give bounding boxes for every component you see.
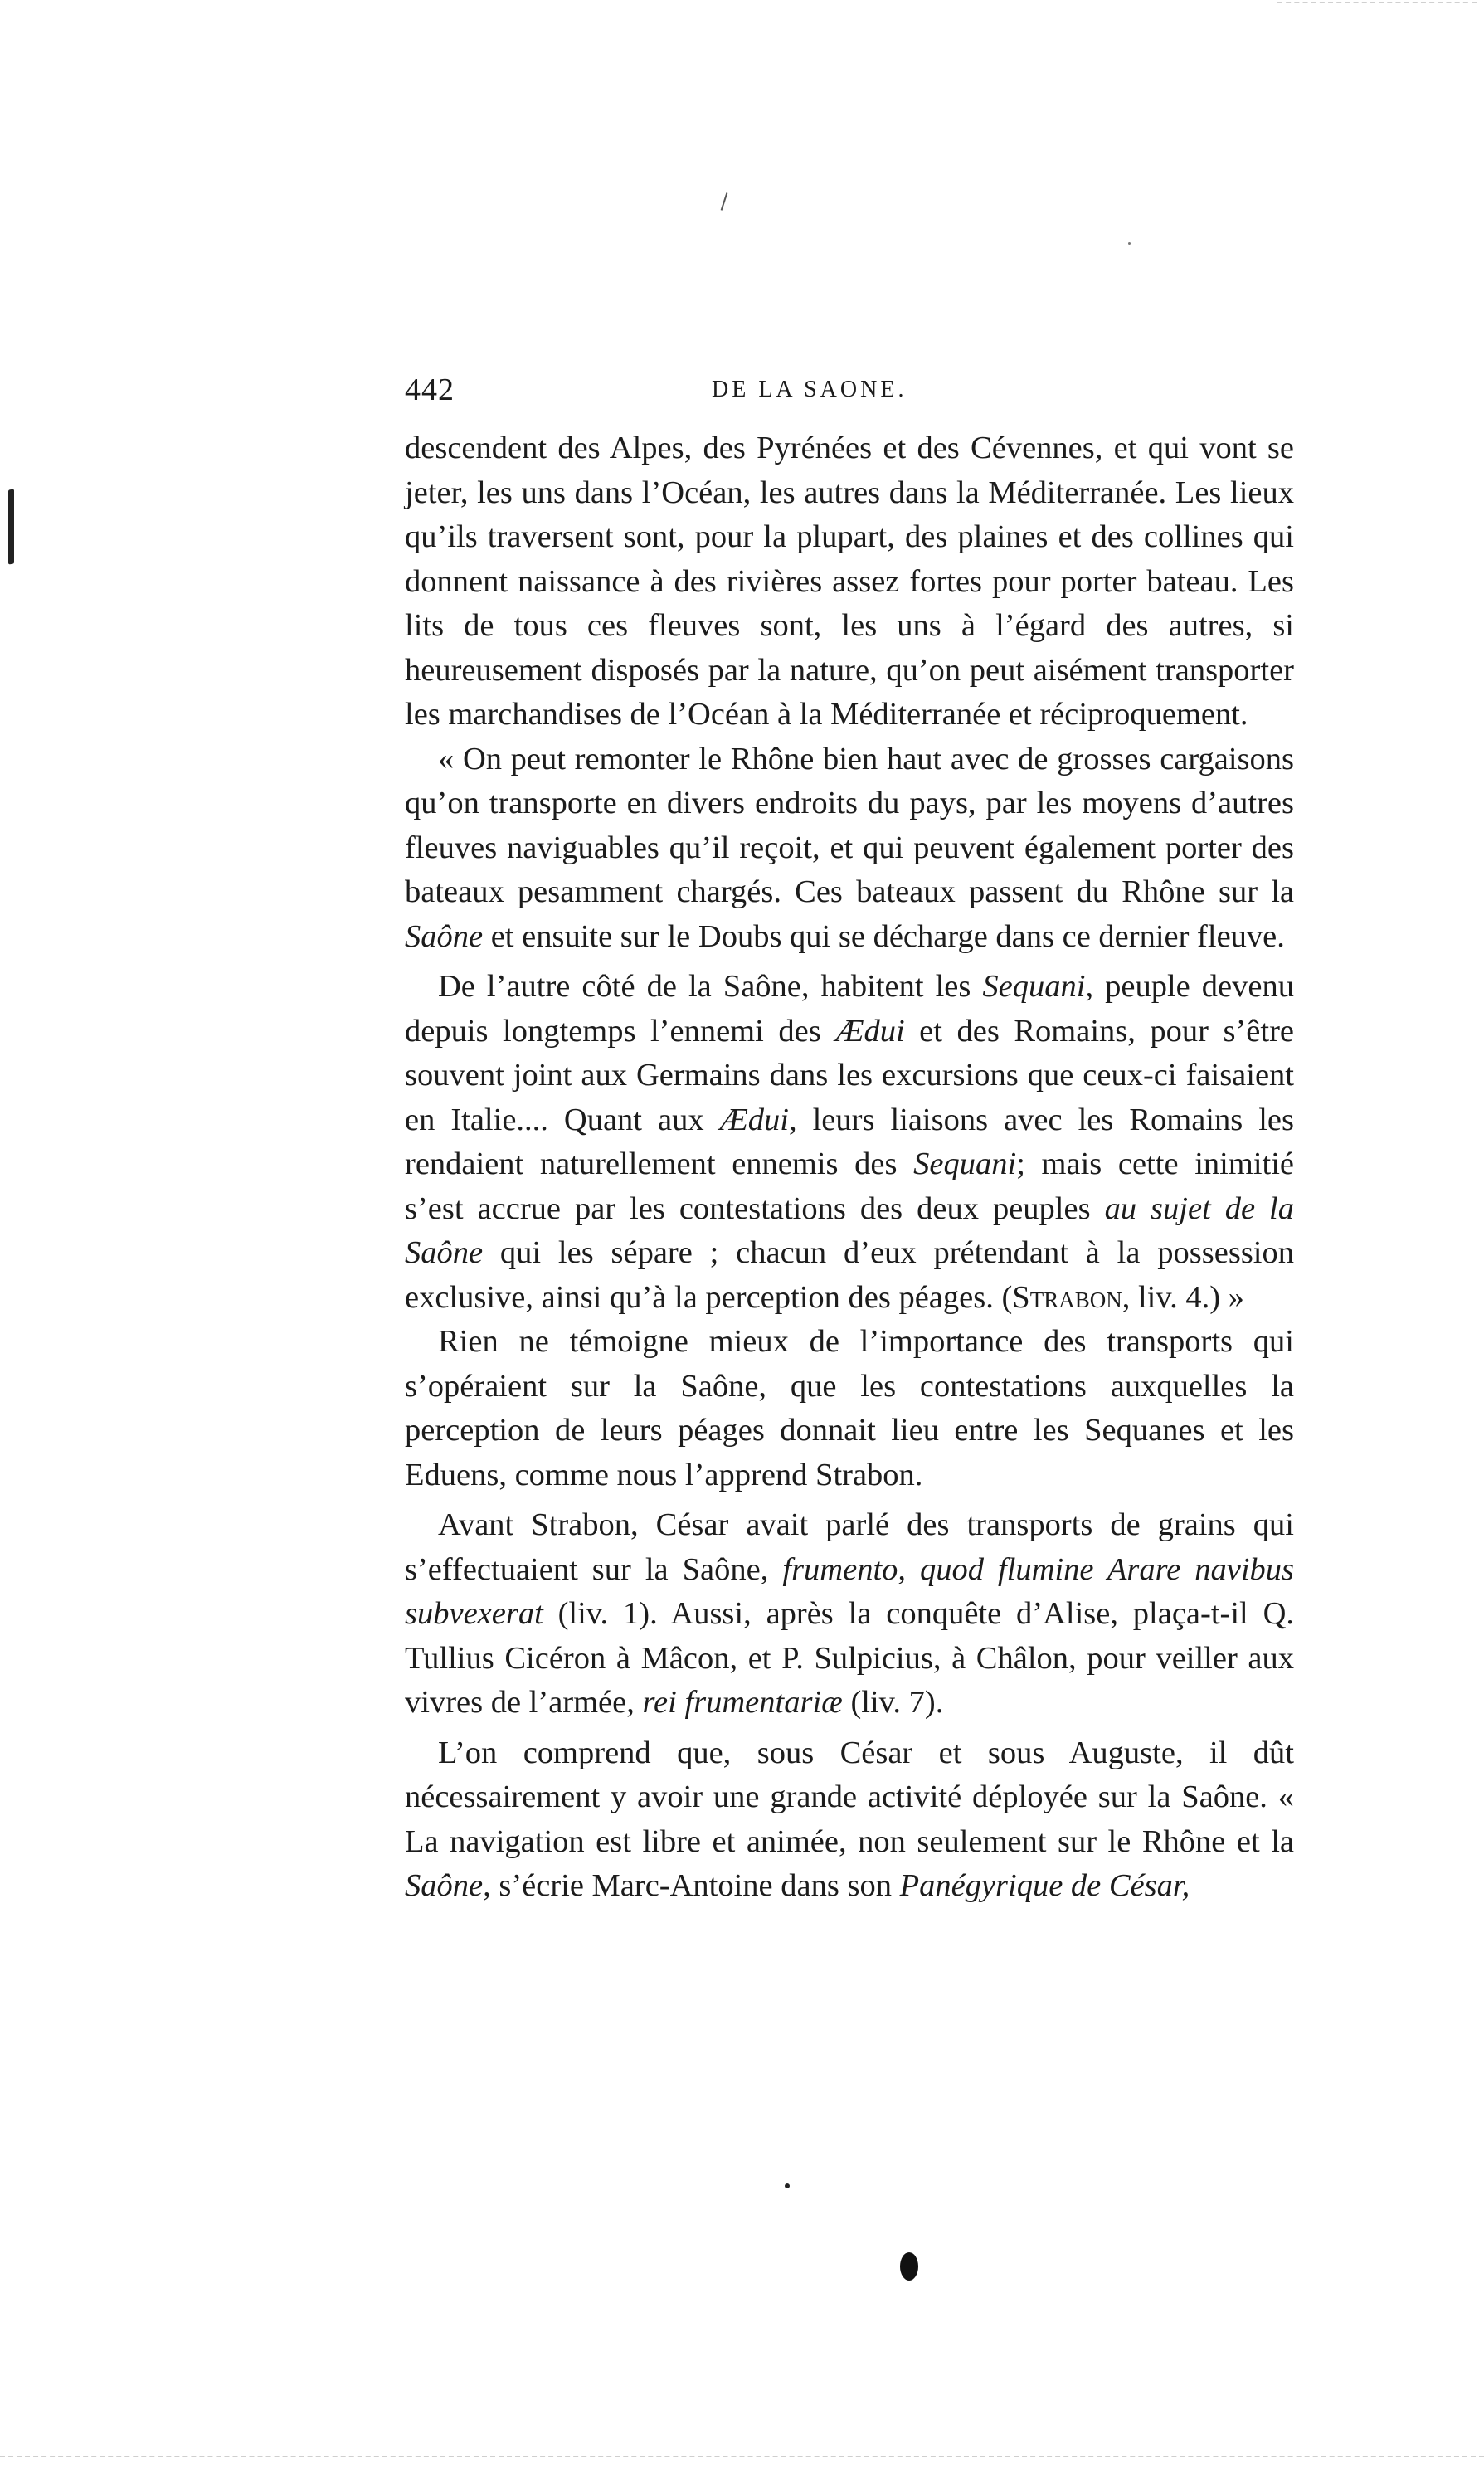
italic-run: au sujet de la Saône (405, 1190, 1295, 1270)
italic-run: Sequani (913, 1146, 1017, 1181)
text-run: ; mais cette inimitié s’est accrue par les contestations des deux peuples (405, 1146, 1294, 1226)
text-run: De l’autre côté de la Saône, habitent les (438, 969, 983, 1004)
margin-ink-mark (8, 489, 14, 565)
text-run: s’écrie Marc-Antoine dans son (490, 1868, 900, 1903)
scan-edge-top (1277, 2, 1477, 5)
paragraph-6 (405, 1731, 1294, 1909)
text-run: Avant Strabon, César avait parlé des transports de grains qui s’effectuaient sur la Saône, (405, 1507, 1294, 1587)
text-run: et ensuite sur le Doubs qui se décharge dans ce dernier fleuve. (483, 918, 1285, 954)
ink-speck (785, 2183, 790, 2188)
scan-edge-bottom (0, 2456, 1484, 2460)
ink-blot (900, 2252, 918, 2281)
text-run: (liv. 1). Aussi, après la conquête d’Alise, plaça-t-il Q. Tullius Cicéron à Mâcon, et P. Sulpicius, à Châlon, pour veiller aux vivres de l’armée, (405, 1596, 1294, 1720)
text-run: qui les sépare ; chacun d’eux prétendant à la possession exclusive, ainsi qu’à la perception des péages. ( (405, 1235, 1294, 1315)
paragraph-5 (405, 1503, 1294, 1726)
text-run: , peuple devenu depuis longtemps l’ennemi des (405, 969, 1294, 1049)
text-run: (liv. 7). (842, 1685, 944, 1720)
page-header (405, 372, 1294, 411)
text-run: et des Romains, pour s’être souvent joint aux Germains dans les excursions que ceux-ci faisaient en Italie.... Quant aux (405, 1013, 1294, 1137)
page-number: 442 (405, 372, 455, 407)
running-head: DE LA SAONE. (712, 377, 907, 402)
paragraph-2 (405, 737, 1294, 960)
italic-run: rei frumentariæ (642, 1685, 843, 1720)
smallcaps-run: Strabon (1012, 1279, 1122, 1315)
italic-run: frumento, quod flumine Arare navibus subvexerat (405, 1551, 1294, 1631)
text-run: L’on comprend que, sous César et sous Auguste, il dût nécessairement y avoir une grande activité déployée sur la Saône. « La navigation est libre et animée, non seulement sur le Rhône et la (405, 1735, 1294, 1859)
scan-speck (1128, 242, 1131, 245)
italic-run: Panégyrique de César, (899, 1868, 1190, 1903)
italic-run: Ædui (835, 1013, 905, 1049)
scan-mark (721, 192, 728, 211)
body-text (405, 426, 1294, 1909)
paragraph-3 (405, 965, 1294, 1320)
italic-run: Saône (405, 918, 484, 954)
paragraph-4: Rien ne témoigne mieux de l’importance des transports qui s’opéraient sur la Saône, que les contestations auxquelles la perception de leurs péages donnait lieu entre les Sequanes et les Eduens, comme nous l’apprend Strabon. (405, 1324, 1294, 1492)
text-run: , liv. 4.) » (1122, 1279, 1244, 1315)
italic-run: Saône, (405, 1868, 491, 1903)
italic-run: Sequani (982, 969, 1086, 1004)
text-run: , leurs liaisons avec les Romains les rendaient naturellement ennemis des (405, 1102, 1294, 1181)
text-run: « On peut remonter le Rhône bien haut avec de grosses cargaisons qu’on transporte en divers endroits du pays, par les moyens d’autres fleuves naviguables qu’il reçoit, et qui peuvent également porter des bateaux pesamment chargés. Ces bateaux passent du Rhône sur la (405, 741, 1294, 909)
italic-run: Ædui (719, 1102, 789, 1137)
paragraph-1: descendent des Alpes, des Pyrénées et des Cévennes, et qui vont se jeter, les uns dans l’Océan, les autres dans la Méditerranée. Les lieux qu’ils traversent sont, pour la plupart, des plaines et des collines qui donnent naissance à des rivières assez fortes pour porter bateau. Les lits de tous ces fleuves sont, les uns à l’égard des autres, si heureusement disposés par la nature, qu’on peut aisément transporter les marchandises de l’Océan à la Méditerranée et réciproquement. (405, 431, 1294, 732)
